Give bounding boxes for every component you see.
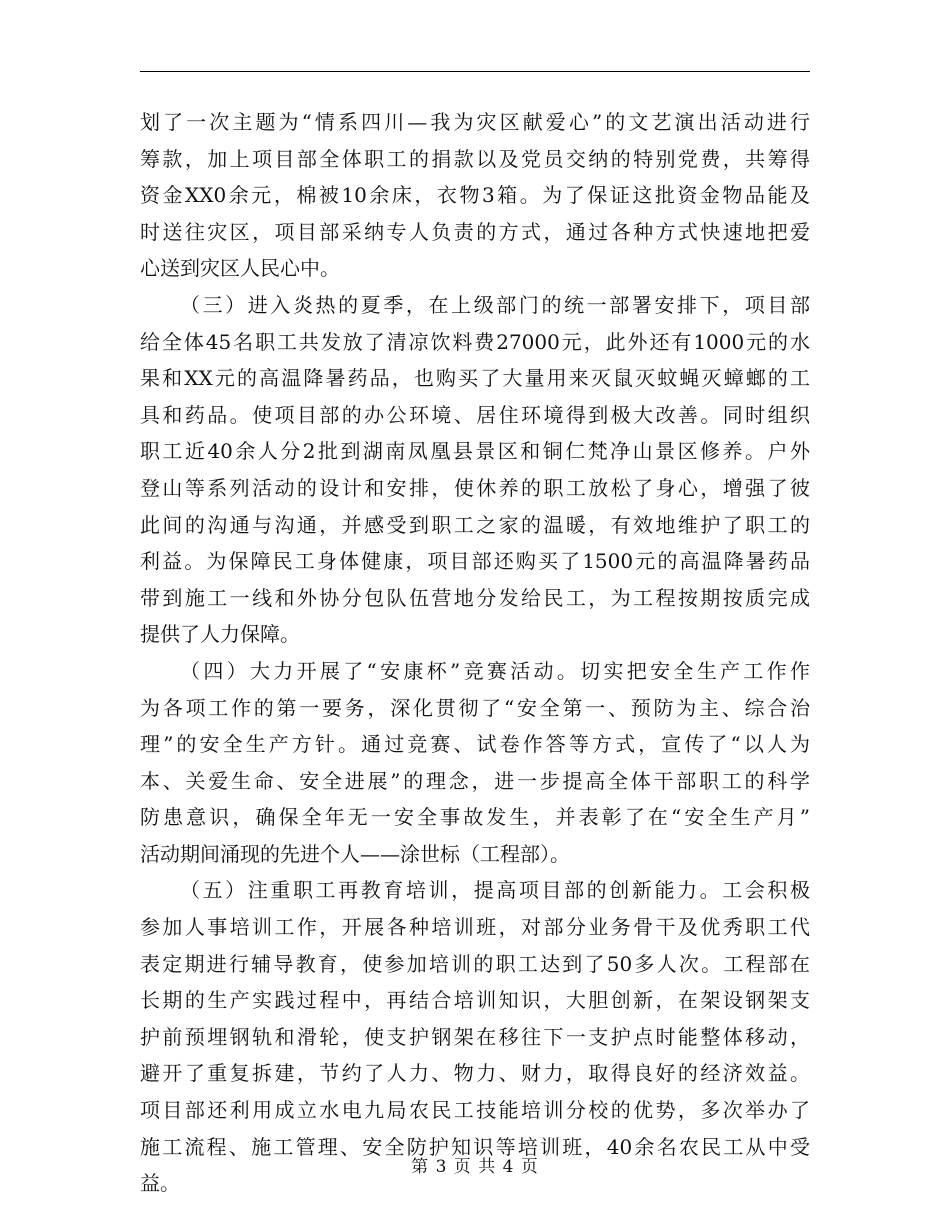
text-line: 心送到灾区人民心中。 xyxy=(140,256,340,281)
text-line: 表定期进行辅导教育，使参加培训的职工达到了50多人次。工程部在 xyxy=(140,951,810,976)
text-line: 划了一次主题为“情系四川—我为灾区献爱心”的文艺演出活动进行 xyxy=(140,110,810,134)
paragraph-four-first-line: （四）大力开展了“安康杯”竞赛活动。切实把安全生产工作作 xyxy=(180,658,810,683)
paragraph-five-first-line: （五）注重职工再教育培训，提高项目部的创新能力。工会积极 xyxy=(180,878,810,903)
text-line: 提供了人力保障。 xyxy=(140,622,300,647)
text-line: 筹款，加上项目部全体职工的捐款以及党员交纳的特别党费，共筹得 xyxy=(140,146,810,171)
text-line: 给全体45名职工共发放了清凉饮料费27000元，此外还有1000元的水 xyxy=(140,329,810,354)
text-line: 防患意识，确保全年无一安全事故发生，并表彰了在“安全生产月” xyxy=(140,805,810,830)
text-line: 果和XX元的高温降暑药品，也购买了大量用来灭鼠灭蚊蝇灭蟑螂的工 xyxy=(140,366,810,391)
text-line: 长期的生产实践过程中，再结合培训知识，大胆创新，在架设钢架支 xyxy=(140,988,810,1013)
text-line: 避开了重复拆建，节约了人力、物力、财力，取得良好的经济效益。 xyxy=(140,1061,810,1086)
text-line: 登山等系列活动的设计和安排，使休养的职工放松了身心，增强了彼 xyxy=(140,475,810,500)
text-line: 本、关爱生命、安全进展”的理念，进一步提高全体干部职工的科学 xyxy=(140,768,810,793)
page-number-footer: 第 3 页 共 4 页 xyxy=(411,1157,539,1177)
paragraph-three-first-line: （三）进入炎热的夏季，在上级部门的统一部署安排下，项目部 xyxy=(180,292,810,317)
text-line: 为各项工作的第一要务，深化贯彻了“安全第一、预防为主、综合治 xyxy=(140,695,810,720)
text-line: 具和药品。使项目部的办公环境、居住环境得到极大改善。同时组织 xyxy=(140,402,810,427)
text-line: 利益。为保障民工身体健康，项目部还购买了1500元的高温降暑药品 xyxy=(140,549,810,574)
text-line: 施工流程、施工管理、安全防护知识等培训班，40余名农民工从中受 xyxy=(140,1134,810,1159)
text-line: 活动期间涌现的先进个人——涂世标（工程部）。 xyxy=(140,841,570,866)
text-line: 此间的沟通与沟通，并感受到职工之家的温暖，有效地维护了职工的 xyxy=(140,512,810,537)
text-line: 资金XX0余元，棉被10余床，衣物3箱。为了保证这批资金物品能及 xyxy=(140,183,810,208)
text-line: 护前预埋钢轨和滑轮，使支护钢架在移往下一支护点时能整体移动， xyxy=(140,1024,810,1049)
text-line: 益。 xyxy=(140,1171,180,1196)
body-text xyxy=(140,104,810,1202)
header-rule xyxy=(140,71,810,72)
text-line: 时送往灾区，项目部采纳专人负责的方式，通过各种方式快速地把爱 xyxy=(140,219,810,244)
text-line: 参加人事培训工作，开展各种培训班，对部分业务骨干及优秀职工代 xyxy=(140,915,810,940)
text-line: 项目部还利用成立水电九局农民工技能培训分校的优势，多次举办了 xyxy=(140,1098,810,1123)
text-line: 带到施工一线和外协分包队伍营地分发给民工，为工程按期按质完成 xyxy=(140,585,810,610)
text-line: 理”的安全生产方针。通过竞赛、试卷作答等方式，宣传了“以人为 xyxy=(140,732,810,757)
text-line: 职工近40余人分2批到湖南凤凰县景区和铜仁梵净山景区修养。户外 xyxy=(140,439,810,464)
